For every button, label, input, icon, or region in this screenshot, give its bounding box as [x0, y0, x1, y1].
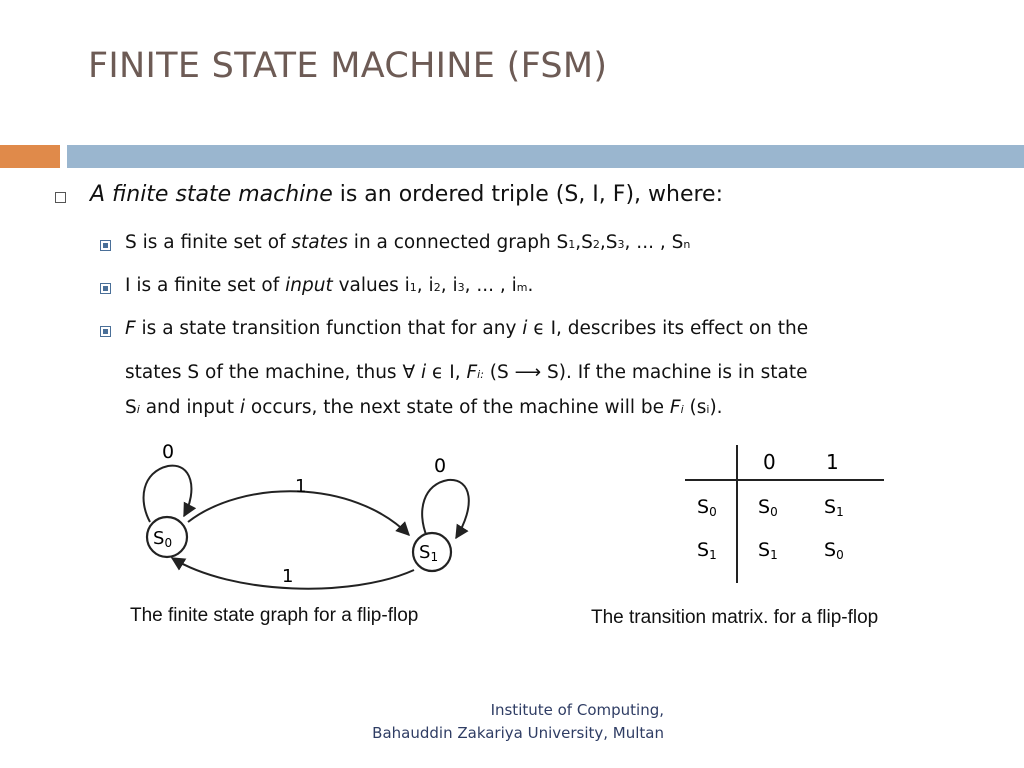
square-bullet-icon	[100, 240, 111, 251]
matrix-col-header-1: 1	[826, 450, 839, 474]
bullet-inputs-text: I is a finite set of input values i1, i2, i3, ... , im.	[125, 275, 534, 296]
self-loop-s1	[422, 480, 469, 538]
state-node-s1-label: S1	[419, 542, 439, 564]
matrix-cell: S1	[824, 496, 844, 519]
matrix-row-state: S0	[697, 496, 717, 519]
bullet-states-text: S is a finite set of states in a connected graph S1,S2,S3, ... , Sn	[125, 232, 691, 253]
square-bullet-icon	[100, 283, 111, 294]
footer-institute: Institute of Computing,	[490, 701, 664, 719]
matrix-col-header-0: 0	[763, 450, 776, 474]
self-loop-s0	[144, 466, 192, 522]
edge-s1-to-s0-label: 1	[282, 566, 294, 587]
slide-title: FINITE STATE MACHINE (FSM)	[88, 46, 608, 86]
bullet-function-line1: F is a state transition function that for any i ϵ I, describes its effect on the	[125, 318, 809, 339]
accent-bar-orange	[0, 145, 60, 168]
matrix-cell: S0	[758, 496, 778, 519]
footer-university: Bahauddin Zakariya University, Multan	[372, 724, 664, 742]
accent-bar-blue	[67, 145, 1024, 168]
hollow-square-bullet-icon	[55, 192, 66, 203]
edge-s0-to-s1-label: 1	[295, 476, 307, 497]
matrix-caption: The transition matrix. for a flip-flop	[591, 607, 879, 628]
state-node-s0-label: S0	[153, 528, 173, 550]
square-bullet-icon	[100, 326, 111, 337]
state-graph-diagram	[132, 440, 492, 600]
graph-caption: The finite state graph for a flip-flop	[130, 605, 419, 626]
edge-s0-to-s1	[188, 491, 409, 535]
main-bullet-text: A finite state machine is an ordered triple (S, I, F), where:	[90, 182, 723, 207]
matrix-row-state: S1	[697, 539, 717, 562]
self-loop-s1-label: 0	[434, 455, 447, 477]
matrix-cell: S0	[824, 539, 844, 562]
matrix-cell: S1	[758, 539, 778, 562]
transition-matrix	[680, 443, 890, 588]
self-loop-s0-label: 0	[162, 441, 175, 463]
